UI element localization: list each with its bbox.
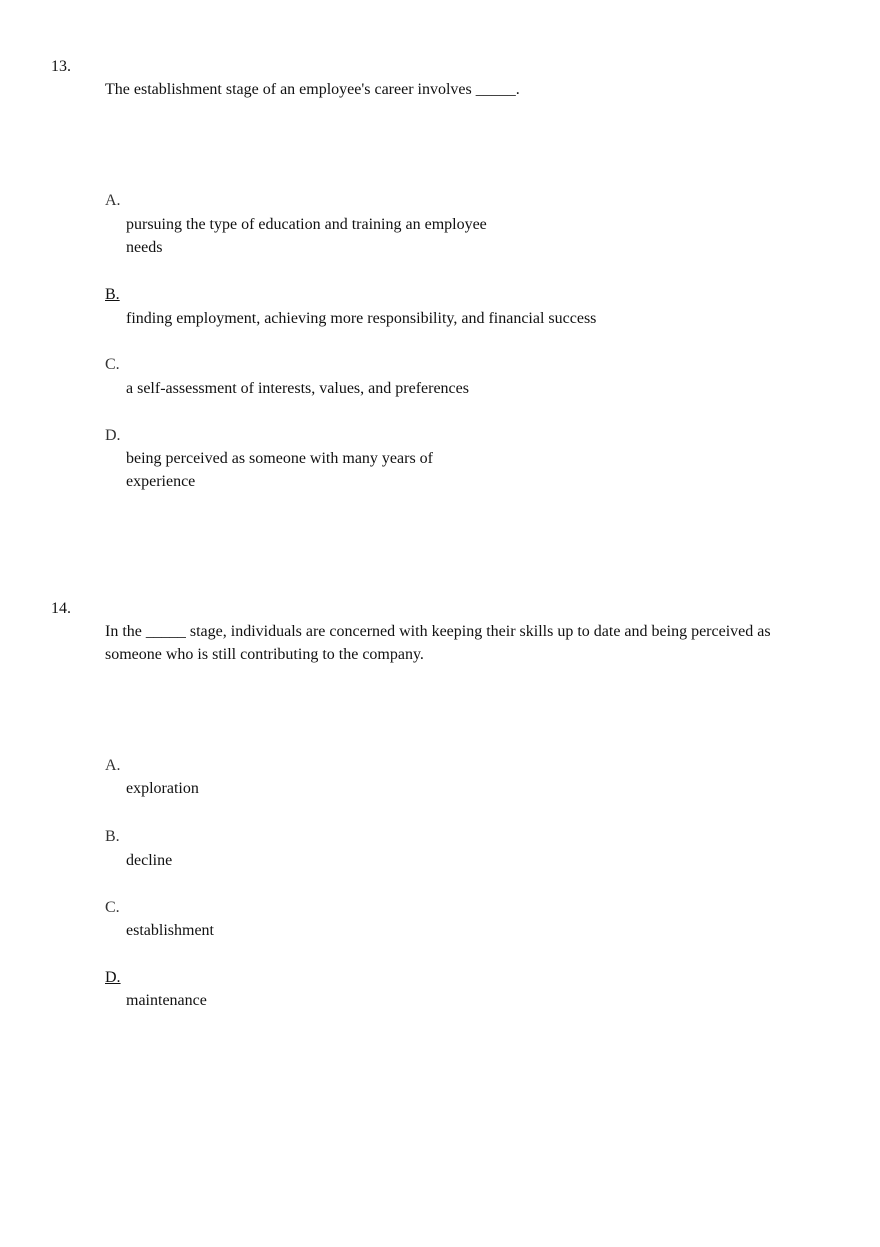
option-letter-d: D. (105, 427, 121, 444)
option-letter-d-correct: D. (105, 969, 121, 986)
option-text-b: finding employment, achieving more responsibility, and financial success (126, 310, 597, 327)
question-text: In the _____ stage, individuals are concerned with keeping their skills up to date and being perceived as someone who is still contributing to the company. (105, 623, 771, 663)
option-text-b: decline (126, 852, 173, 869)
question-text: The establishment stage of an employee's career involves _____. (105, 81, 520, 98)
option-text-a: pursuing the type of education and training an employee needs (126, 216, 487, 256)
option-letter-c: C. (105, 899, 120, 916)
option-letter-c: C. (105, 356, 120, 373)
option-letter-b: B. (105, 828, 120, 845)
question-number: 14. (51, 600, 71, 617)
question-number: 13. (51, 58, 71, 75)
option-letter-b-correct: B. (105, 286, 120, 303)
option-letter-a: A. (105, 192, 121, 209)
option-text-a: exploration (126, 780, 199, 797)
option-text-d: maintenance (126, 992, 207, 1009)
option-text-d: being perceived as someone with many years of experience (126, 450, 434, 490)
option-text-c: a self-assessment of interests, values, and preferences (126, 380, 469, 397)
option-text-c: establishment (126, 922, 214, 939)
option-letter-a: A. (105, 757, 121, 774)
